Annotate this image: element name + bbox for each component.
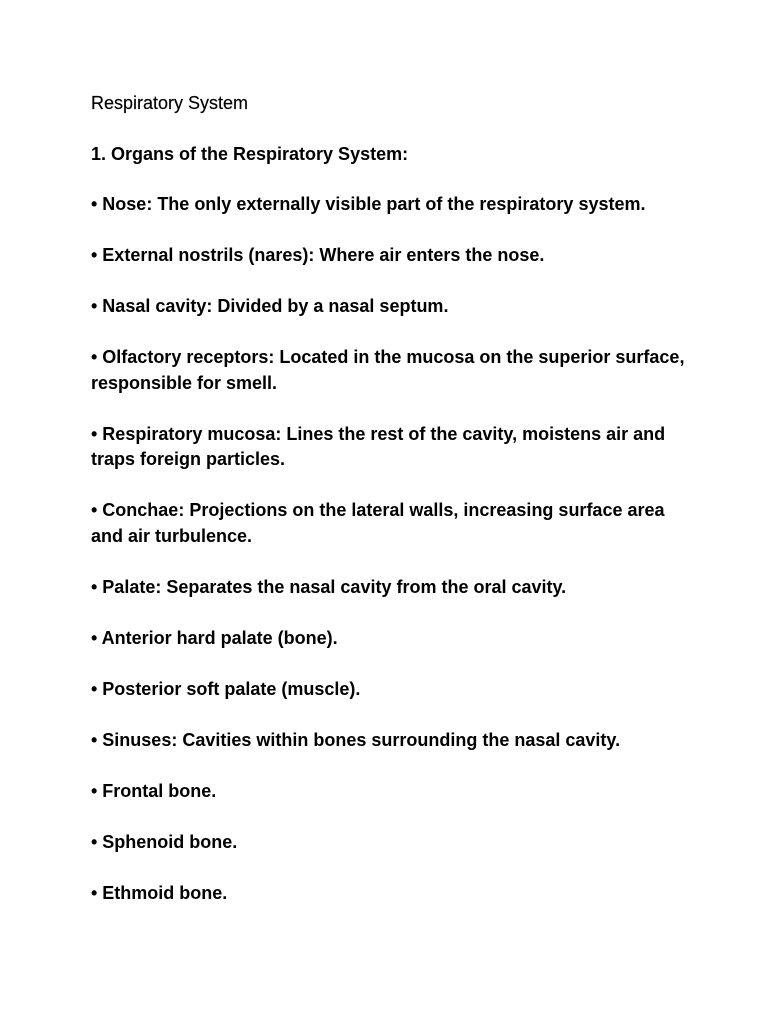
list-item-sinuses: • Sinuses: Cavities within bones surrounding the nasal cavity. [91,729,621,750]
list-item-hard-palate: • Anterior hard palate (bone). [91,627,338,648]
list-item-ethmoid-bone: • Ethmoid bone. [91,882,228,903]
list-item-respiratory-mucosa: • Respiratory mucosa: Lines the rest of the cavity, moistens air and traps foreign particles. [91,423,666,469]
document-title: Respiratory System [91,93,249,113]
list-item-sphenoid-bone: • Sphenoid bone. [91,831,238,852]
list-item-palate: • Palate: Separates the nasal cavity from the oral cavity. [91,576,567,597]
list-item-nasal-cavity: • Nasal cavity: Divided by a nasal septum. [91,296,449,316]
document-page [91,90,691,932]
list-item-soft-palate: • Posterior soft palate (muscle). [91,678,361,699]
section-heading: 1. Organs of the Respiratory System: [91,144,409,164]
list-item-nose: • Nose: The only externally visible part of the respiratory system. [91,194,646,214]
bullet-list [91,192,691,906]
list-item-olfactory-receptors: • Olfactory receptors: Located in the mucosa on the superior surface, responsible for smell. [91,347,685,393]
list-item-conchae: • Conchae: Projections on the lateral walls, increasing surface area and air turbulence. [91,500,665,546]
list-item-external-nostrils: • External nostrils (nares): Where air enters the nose. [91,245,545,265]
list-item-frontal-bone: • Frontal bone. [91,780,217,801]
